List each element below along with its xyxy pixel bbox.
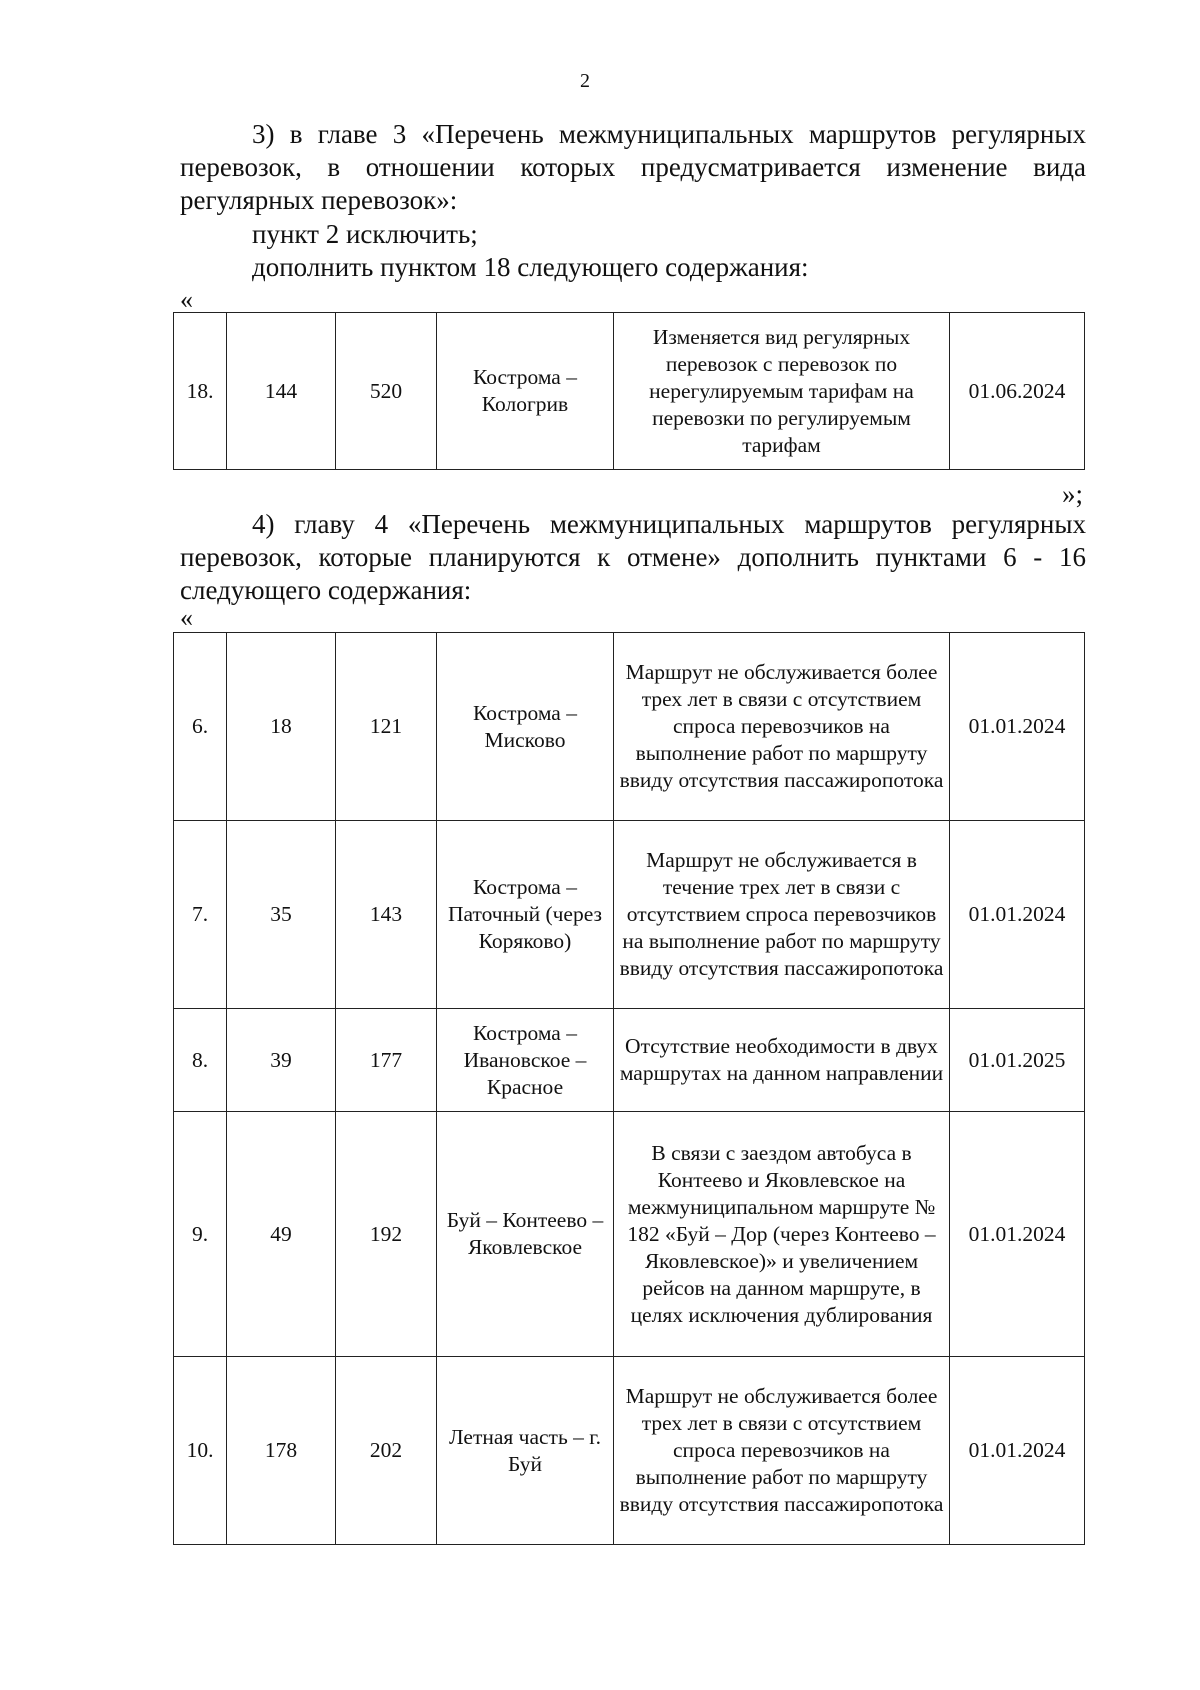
cancel-reason: В связи с заездом автобуса в Контеево и Яковлевское на межмуниципальном маршруте № 182 «Буй – Дор (через Контеево – Яковлевское)» и увеличением рейсов на данном маршруте, в целях исключения дублирования [614,1112,950,1357]
route-name: Кострома – Паточный (через Коряково) [437,821,614,1009]
page-number: 2 [580,70,590,92]
route-name: Кострома – Мисково [437,633,614,821]
section3-line-1: 3) в главе 3 «Перечень межмуниципальных маршрутов регулярных [252,119,1086,149]
table1-open-quote: « [180,285,193,314]
table-row [174,821,1085,1009]
effective-date: 01.01.2024 [950,1112,1085,1357]
row-number: 10. [174,1357,227,1545]
route-number: 177 [336,1009,437,1112]
route-number: 143 [336,821,437,1009]
row-number: 8. [174,1009,227,1112]
row-number: 18. [174,313,227,470]
section3-line-3: регулярных перевозок»: [180,185,458,215]
table-row [174,633,1085,821]
route-name: Кострома – Кологрив [437,313,614,470]
table1 [173,312,1085,470]
route-number: 202 [336,1357,437,1545]
effective-date: 01.06.2024 [950,313,1085,470]
registry-number: 178 [227,1357,336,1545]
section4-paragraph [180,508,1086,607]
effective-date: 01.01.2024 [950,821,1085,1009]
registry-number: 49 [227,1112,336,1357]
section4-line-3: следующего содержания: [180,575,472,605]
route-name: Кострома – Ивановское – Красное [437,1009,614,1112]
table-row [174,1112,1085,1357]
section3-exclude-item: пункт 2 исключить; [252,219,478,249]
cancel-reason: Отсутствие необходимости в двух маршрутах на данном направлении [614,1009,950,1112]
change-reason: Изменяется вид регулярных перевозок с перевозок по нерегулируемым тарифам на перевозки по регулируемым тарифам [614,313,950,470]
registry-number: 18 [227,633,336,821]
registry-number: 39 [227,1009,336,1112]
row-number: 7. [174,821,227,1009]
effective-date: 01.01.2024 [950,633,1085,821]
route-number: 520 [336,313,437,470]
registry-number: 35 [227,821,336,1009]
effective-date: 01.01.2024 [950,1357,1085,1545]
route-number: 192 [336,1112,437,1357]
table2-open-quote: « [180,603,193,632]
table-row [174,1357,1085,1545]
section3-add-item: дополнить пунктом 18 следующего содержания: [252,252,809,282]
registry-number: 144 [227,313,336,470]
cancel-reason: Маршрут не обслуживается в течение трех лет в связи с отсутствием спроса перевозчиков на выполнение работ по маршруту ввиду отсутствия пассажиропотока [614,821,950,1009]
effective-date: 01.01.2025 [950,1009,1085,1112]
row-number: 6. [174,633,227,821]
row-number: 9. [174,1112,227,1357]
route-number: 121 [336,633,437,821]
cancel-reason: Маршрут не обслуживается более трех лет в связи с отсутствием спроса перевозчиков на выполнение работ по маршруту ввиду отсутствия пассажиропотока [614,1357,950,1545]
table2 [173,632,1085,1545]
table1-close-quote: »; [1062,479,1084,509]
section3-paragraph [180,118,1086,217]
cancel-reason: Маршрут не обслуживается более трех лет в связи с отсутствием спроса перевозчиков на выполнение работ по маршруту ввиду отсутствия пассажиропотока [614,633,950,821]
section4-line-1: 4) главу 4 «Перечень межмуниципальных маршрутов регулярных [252,509,1086,539]
table-row [174,1009,1085,1112]
table-row [174,313,1085,470]
section3-line-2: перевозок, в отношении которых предусматривается изменение вида [180,152,1086,182]
route-name: Летная часть – г. Буй [437,1357,614,1545]
route-name: Буй – Контеево – Яковлевское [437,1112,614,1357]
section4-line-2: перевозок, которые планируются к отмене» дополнить пунктами 6 - 16 [180,542,1086,572]
